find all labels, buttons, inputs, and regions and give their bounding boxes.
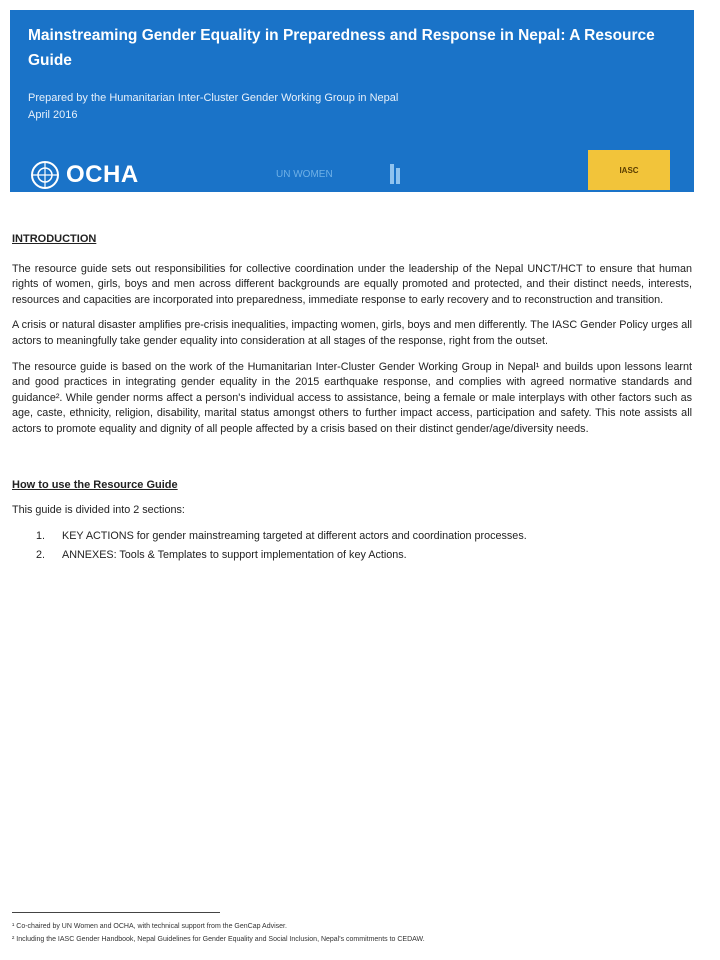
footnote-divider xyxy=(12,912,220,913)
un-emblem-icon xyxy=(30,160,60,190)
introduction-heading: INTRODUCTION xyxy=(12,233,97,245)
footnote-1: ¹ Co-chaired by UN Women and OCHA, with technical support from the GenCap Adviser. xyxy=(12,923,287,930)
list-item-number: 1. xyxy=(36,529,46,542)
footnote-2: ² Including the IASC Gender Handbook, Nepal Guidelines for Gender Equality and Social Inclusion, Nepal's commitments to CEDAW. xyxy=(12,936,425,943)
list-item-number: 2. xyxy=(36,549,46,562)
how-to-lead: This guide is divided into 2 sections: xyxy=(12,504,185,517)
logo-bars-icon xyxy=(389,162,405,186)
prepared-by: Prepared by the Humanitarian Inter-Cluster Gender Working Group in Nepal xyxy=(28,92,399,104)
sections-list xyxy=(12,529,692,564)
un-women-logo xyxy=(272,156,407,190)
footnotes xyxy=(12,920,692,946)
intro-paragraph-1: The resource guide sets out responsibilities for collective coordination under the leadership of the Nepal UNCT/HCT to ensure that human rights of women, girls, boys and men across different backgrounds are equally promoted and protected, and their distinct needs, interests, resources and capacities are incorporated into preparedness, immediate response to early recovery and to reconstruction and transition. xyxy=(12,262,692,306)
intro-paragraph-3: The resource guide is based on the work of the Humanitarian Inter-Cluster Gender Working Group in Nepal¹ and builds upon lessons learnt and good practices in integrating gender equality in the 2015 earthquake response, and complies with agreed normative standards and guidance². While gender norms affect a person's individual access to assistance, being a female or male interplays with other factors such as age, caste, ethnicity, religion, disability, marital status amongst others to further impact access, participation and safety. This note assists all actors to promote equality and dignity of all people affected by a crisis based on their distinct gender/age/diversity needs. xyxy=(12,360,692,435)
list-item-text: ANNEXES: Tools & Templates to support implementation of key Actions. xyxy=(62,549,407,562)
list-item xyxy=(36,529,692,545)
un-women-logo-text: UN WOMEN xyxy=(276,169,333,180)
list-item-text: KEY ACTIONS for gender mainstreaming targeted at different actors and coordination processes. xyxy=(62,529,527,542)
iasc-logo xyxy=(588,150,670,190)
intro-paragraph-2: A crisis or natural disaster amplifies pre-crisis inequalities, impacting women, girls, boys and men differently. The IASC Gender Policy urges all actors to meaningfully take gender equality into consideration at all stages of the response, right from the outset. xyxy=(12,319,692,347)
document-body xyxy=(12,232,692,568)
title-banner xyxy=(10,10,694,192)
publication-date: April 2016 xyxy=(28,109,78,121)
how-to-use-heading: How to use the Resource Guide xyxy=(12,478,178,491)
list-item xyxy=(36,548,692,564)
ocha-logo-text: OCHA xyxy=(66,161,139,188)
banner-subtitle xyxy=(28,90,668,124)
iasc-logo-text: IASC xyxy=(619,165,639,175)
document-title: Mainstreaming Gender Equality in Preparedness and Response in Nepal: A Resource Guide xyxy=(28,27,655,69)
ocha-logo xyxy=(30,160,139,190)
